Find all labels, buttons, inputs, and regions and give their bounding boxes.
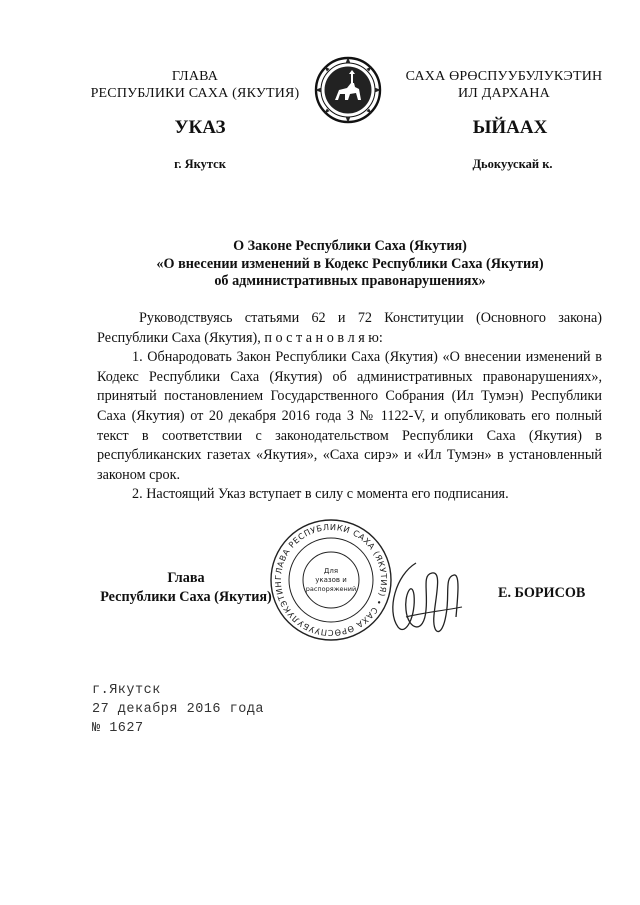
svg-text:указов и: указов и [315,576,347,584]
issuer-left-block [70,68,320,102]
document-body [97,309,602,505]
signatory-position-line1: Глава [167,570,205,586]
preamble-line2: Республики Саха (Якутия), п о с т а н о в л я ю: [97,329,383,346]
footer-city: г.Якутск [92,683,161,698]
issuer-right-block [398,68,610,102]
issuer-right-line2: ИЛ ДАРХАНА [457,86,550,101]
issuer-left-line2: РЕСПУБЛИКИ САХА (ЯКУТИЯ) [90,86,300,101]
title-line3: об административных правонарушениях» [214,273,486,289]
svg-text:Для: Для [323,567,339,575]
svg-text:ГЛАВА РЕСПУБЛИКИ САХА (ЯКУТИЯ): ГЛАВА РЕСПУБЛИКИ САХА (ЯКУТИЯ) • САХА ӨРӨСПУУБУЛУКЭТИН [272,521,390,639]
signatory-position-line2: Республики Саха (Якутия) [100,589,272,605]
coat-of-arms-emblem [314,56,382,124]
title-line2: «О внесении изменений в Кодекс Республики Саха (Якутия) [156,255,544,272]
title-line1: О Законе Республики Саха (Якутия) [233,238,467,254]
place-ru: г. Якутск [174,157,226,171]
issuer-left-line1: ГЛАВА [171,69,219,84]
place-sakha: Дьокуускай к. [472,157,553,171]
signatory-position [96,569,276,607]
handwritten-signature [376,555,466,645]
clause-2: 2. Настоящий Указ вступает в силу с момента его подписания. [132,486,509,503]
document-title [80,238,620,291]
doc-type-ru: УКАЗ [174,117,226,138]
footer-number: № 1627 [92,721,144,736]
preamble-line1: Руководствуясь статьями 62 и 72 Конституции (Основного закона) [139,310,602,326]
signatory-name: Е. БОРИСОВ [498,585,586,601]
clause-1: 1. Обнародовать Закон Республики Саха (Якутия) «О внесении изменений в Кодекс Республики Саха (Якутия) об административных правонарушениях», принятый постановлением Государственного Собрания (Ил Тумэн) Республики Саха (Якутия) от 20 декабря 2016 года З № 1122-V, и опубликовать его полный текст в соответствии с законодательством Республики Саха (Якутия) в республиканских газетах «Якутия», «Саха сирэ» и «Ил Тумэн» в установленный законом срок. [97,349,602,483]
footer-date: 27 декабря 2016 года [92,702,265,717]
issuer-right-line1: САХА ӨРӨСПУУБУЛУКЭТИН [405,69,603,84]
footer-block [92,681,264,738]
doc-type-sakha: ЫЙААХ [472,117,548,138]
svg-text:распоряжений: распоряжений [305,585,357,593]
